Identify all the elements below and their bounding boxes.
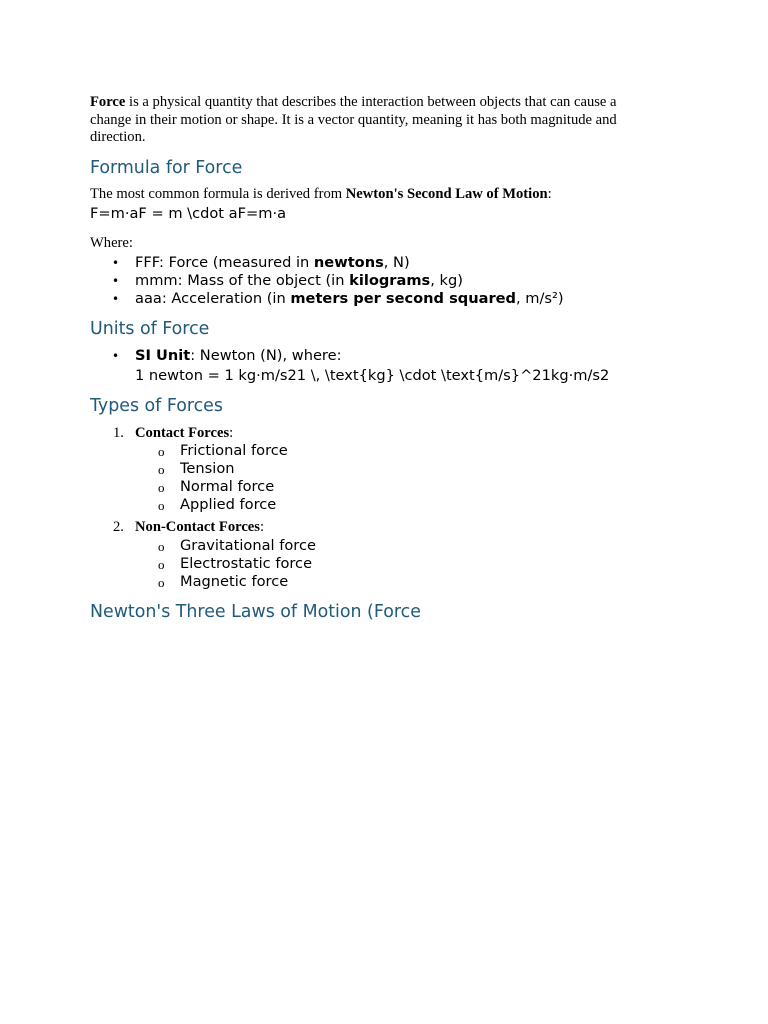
list-item bbox=[90, 519, 650, 591]
formula-lead-paragraph bbox=[90, 186, 650, 204]
item-bold: meters per second squared bbox=[290, 289, 516, 307]
bullet-marker: • bbox=[112, 273, 120, 288]
heading-units: Units of Force bbox=[90, 318, 210, 339]
item-text: Frictional force bbox=[180, 442, 288, 459]
intro-paragraph bbox=[90, 94, 650, 147]
list-number: 1. bbox=[113, 424, 124, 441]
intro-bold-term: Force bbox=[90, 94, 126, 110]
sub-bullet-marker: o bbox=[158, 480, 165, 495]
sub-bullet-marker: o bbox=[158, 538, 165, 554]
list-item bbox=[90, 347, 650, 385]
item-text: mmm: Mass of the object (in bbox=[135, 271, 350, 289]
item-text: Electrostatic force bbox=[180, 554, 313, 572]
group-colon: : bbox=[259, 519, 265, 535]
where-label: Where: bbox=[90, 235, 133, 251]
list-item bbox=[90, 537, 650, 555]
list-item bbox=[90, 290, 650, 308]
sub-bullet-marker: o bbox=[158, 556, 165, 572]
list-item bbox=[90, 478, 650, 496]
formula-lead-text: The most common formula is derived from bbox=[90, 185, 346, 202]
list-item bbox=[90, 555, 650, 573]
si-unit-text: : Newton (N), where: bbox=[190, 346, 342, 364]
list-item bbox=[90, 442, 650, 460]
item-bold: kilograms bbox=[349, 271, 431, 289]
list-item bbox=[90, 496, 650, 514]
item-text: Tension bbox=[180, 460, 235, 477]
item-text-end: , m/s²) bbox=[516, 289, 564, 307]
list-number: 2. bbox=[113, 519, 124, 535]
formula-line: F=m·aF = m \cdot aF=m·a bbox=[90, 205, 287, 222]
heading-types: Types of Forces bbox=[90, 395, 223, 416]
document-body bbox=[90, 94, 650, 623]
sub-bullet-marker: o bbox=[158, 498, 165, 513]
formula-lead-end: : bbox=[547, 185, 552, 202]
item-text: Gravitational force bbox=[180, 536, 316, 554]
heading-laws: Newton's Three Laws of Motion (Force bbox=[90, 601, 421, 622]
item-text: FFF: Force (measured in bbox=[135, 253, 314, 271]
group-title: Contact Forces bbox=[135, 424, 230, 441]
list-item bbox=[90, 425, 650, 515]
heading-formula: Formula for Force bbox=[90, 157, 243, 178]
non-contact-forces-list bbox=[90, 537, 650, 591]
si-unit-definition: 1 newton = 1 kg·m/s21 \, \text{kg} \cdot \text{m/s}^21kg·m/s2 bbox=[135, 366, 610, 384]
item-bold: newtons bbox=[313, 253, 384, 271]
sub-bullet-marker: o bbox=[158, 444, 165, 459]
intro-text: is a physical quantity that describes the interaction between objects that can cause a change in their motion or shape. It is a vector quantity, meaning it has both magnitude and direction. bbox=[90, 94, 617, 145]
sub-bullet-marker: o bbox=[158, 574, 165, 590]
bullet-marker: • bbox=[112, 348, 120, 363]
item-text: Normal force bbox=[180, 478, 275, 495]
group-title: Non-Contact Forces bbox=[135, 519, 260, 535]
types-list bbox=[90, 425, 650, 591]
sub-bullet-marker: o bbox=[158, 462, 165, 477]
item-text: Applied force bbox=[180, 496, 277, 513]
list-item bbox=[90, 573, 650, 591]
group-colon: : bbox=[229, 424, 234, 441]
item-text-end: , kg) bbox=[430, 271, 463, 289]
formula-variable-list bbox=[90, 254, 650, 308]
units-list bbox=[90, 347, 650, 385]
list-item bbox=[90, 272, 650, 290]
item-text: aaa: Acceleration (in bbox=[135, 289, 291, 307]
list-item bbox=[90, 460, 650, 478]
formula-lead-bold: Newton's Second Law of Motion bbox=[345, 185, 548, 202]
list-item bbox=[90, 254, 650, 272]
contact-forces-list bbox=[90, 442, 650, 514]
item-text-end: , N) bbox=[383, 253, 410, 271]
bullet-marker: • bbox=[112, 255, 120, 270]
item-text: Magnetic force bbox=[180, 572, 289, 590]
si-unit-bold: SI Unit bbox=[135, 346, 191, 364]
bullet-marker: • bbox=[112, 291, 120, 306]
